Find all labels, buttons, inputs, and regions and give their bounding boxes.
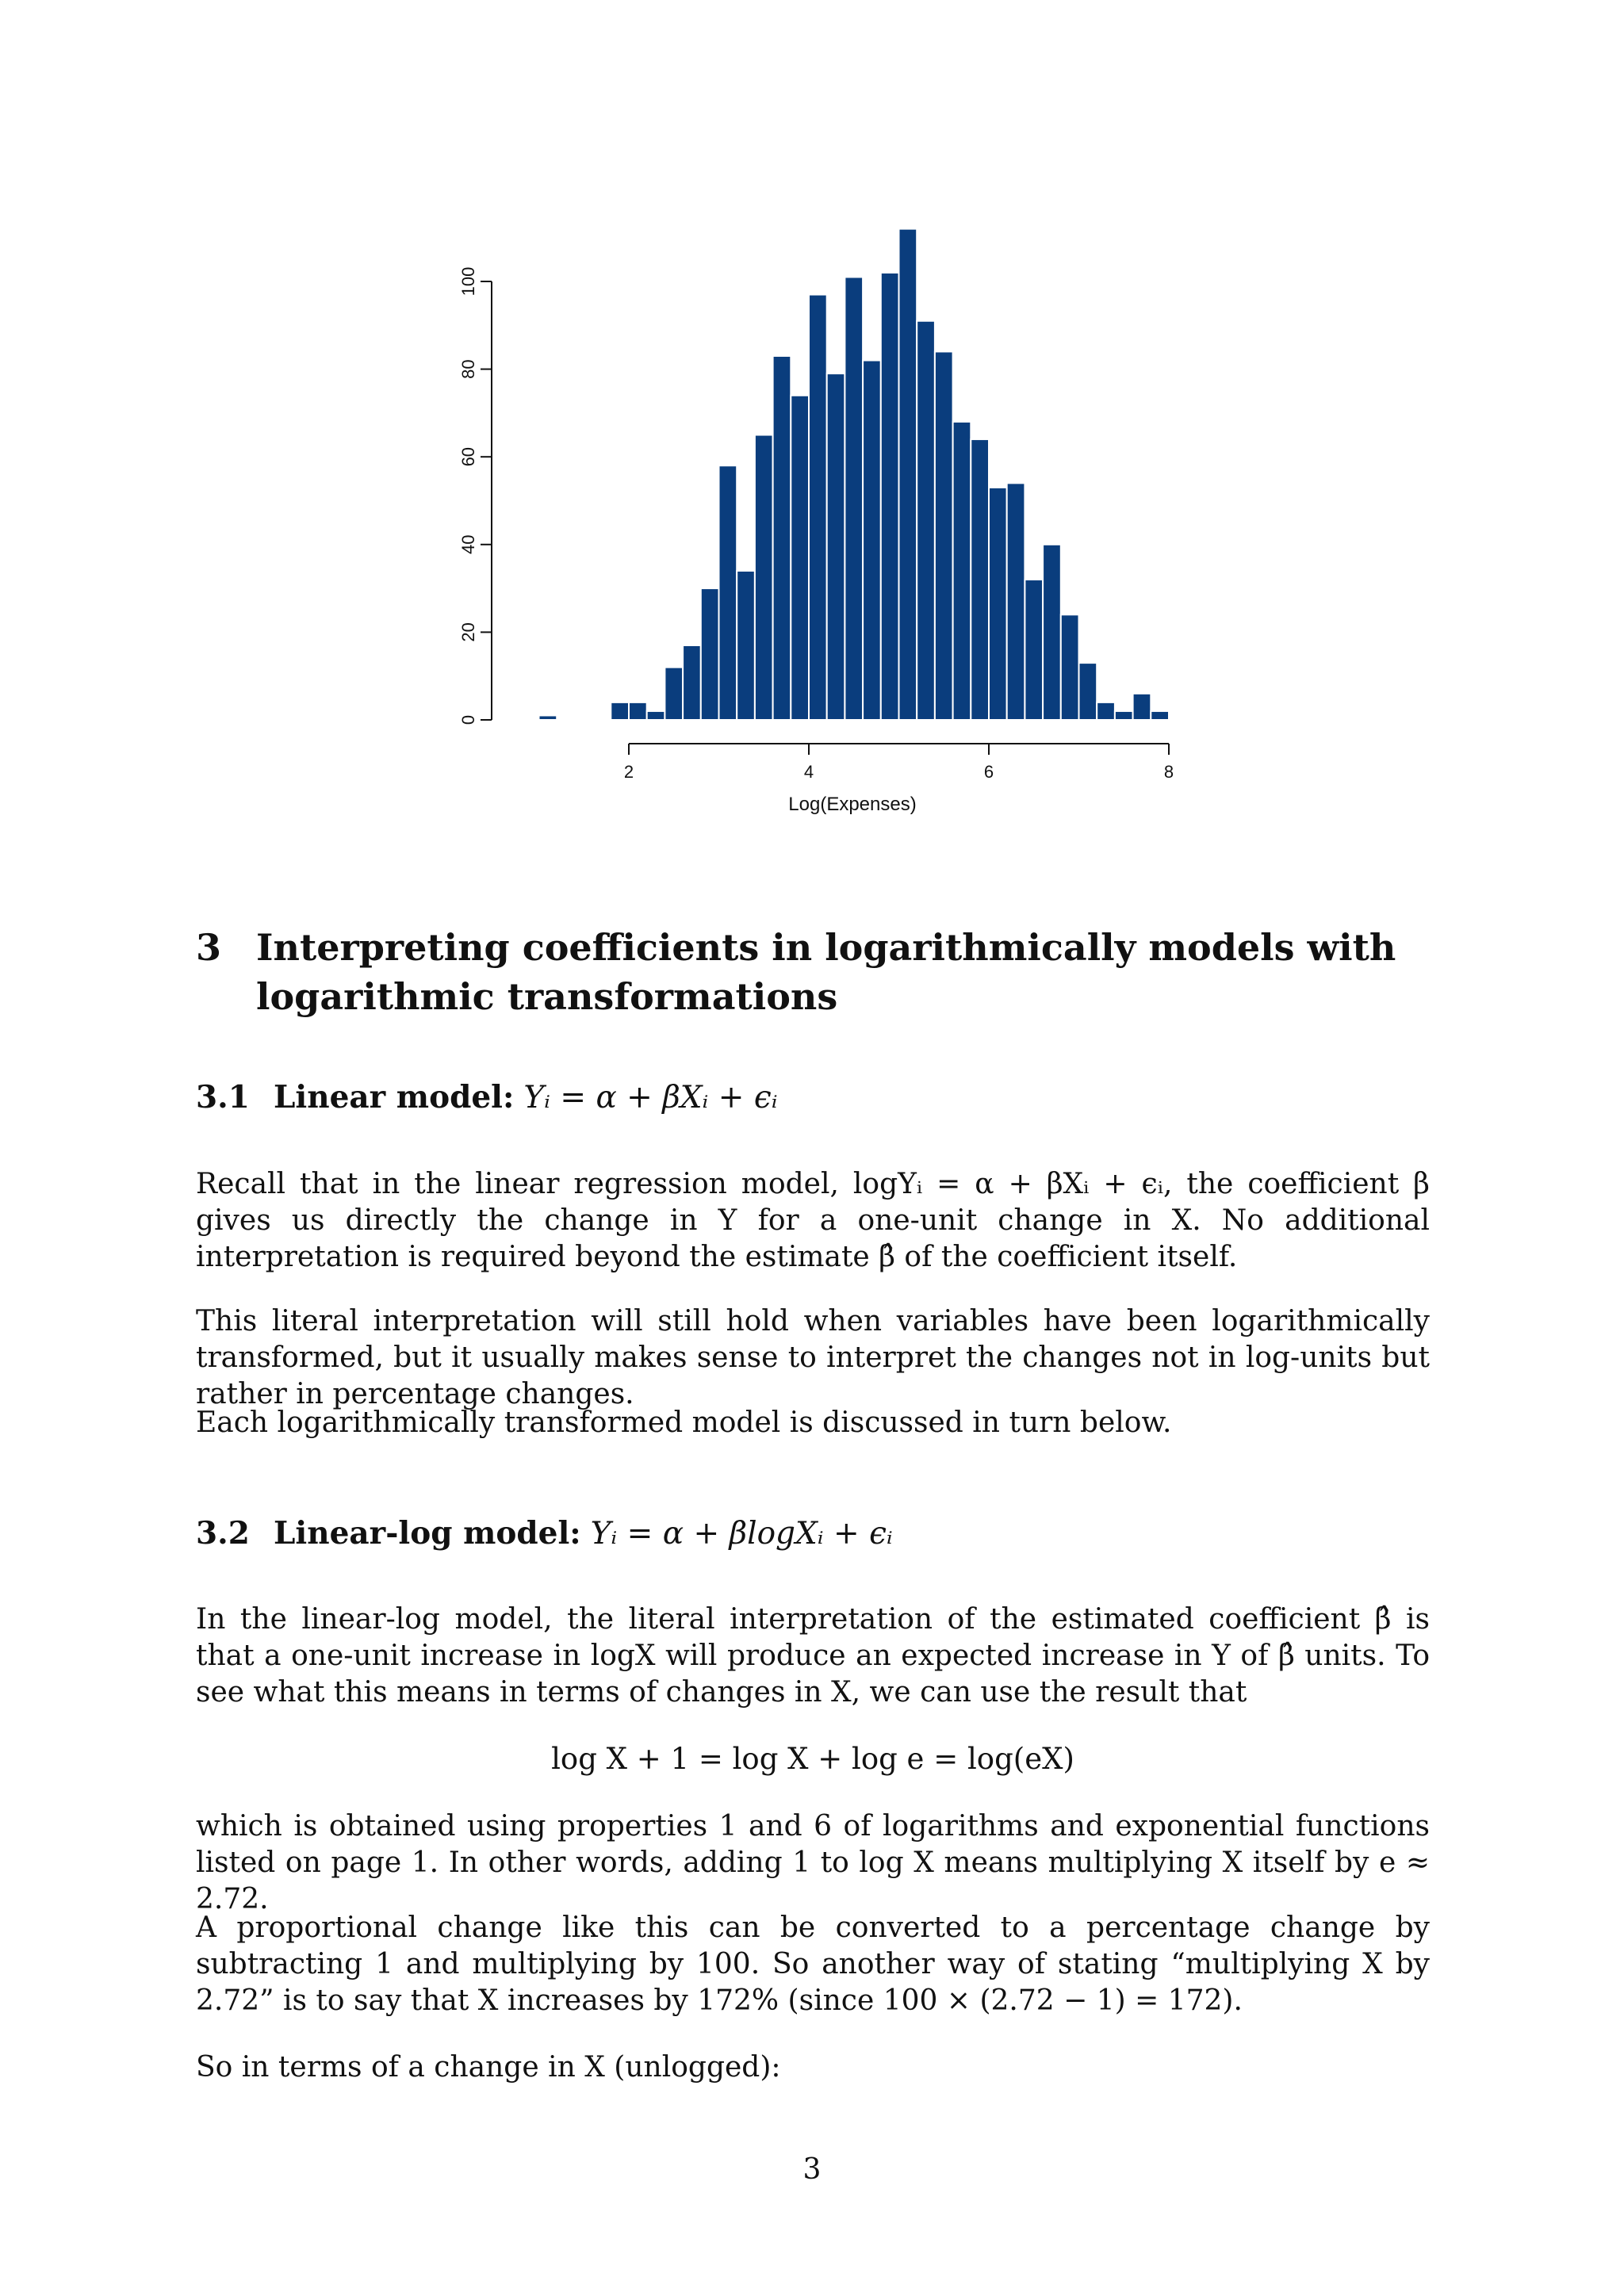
- subsection-formula: Yᵢ = α + βlogXᵢ + ϵᵢ: [590, 1516, 893, 1552]
- paragraph-each-model: Each logarithmically transformed model is discussed in turn below.: [196, 1406, 1172, 1439]
- y-tick-label: 60: [458, 446, 478, 467]
- x-tick-label: 4: [803, 762, 814, 782]
- histogram-bar: [719, 465, 737, 720]
- paragraph-proportional-change: A proportional change like this can be converted to a percentage change by subtracting 1 and multiplying by 100. So another way of stating “multiplying X by 2.72” is to say that X increases by 172% (since 100 × (2.72 − 1) = 172).: [196, 1911, 1430, 2017]
- histogram-bar: [1097, 702, 1115, 720]
- subsection-heading-linear-log: [196, 1513, 893, 1555]
- display-equation: log X + 1 = log X + log e = log(eX): [551, 1742, 1074, 1776]
- paragraph-linear-log: In the linear-log model, the literal interpretation of the estimated coefficient β̂ is that a one-unit increase in logX will produce an expected increase in Y of β̂ units. To see what this means in terms of changes in X, we can use the result that: [196, 1603, 1430, 1709]
- histogram-bar: [1079, 663, 1097, 720]
- histogram-bar: [1061, 614, 1079, 720]
- histogram-bar: [863, 361, 881, 720]
- histogram-bar: [1043, 545, 1061, 720]
- x-tick-label: 8: [1163, 762, 1174, 782]
- y-tick-label: 40: [458, 534, 478, 555]
- histogram-bar: [647, 711, 665, 720]
- subsection-number: 3.1: [196, 1079, 250, 1115]
- histogram-chart: [0, 0, 1624, 840]
- histogram-bar: [989, 488, 1007, 720]
- paragraph-literal-interpretation: This literal interpretation will still hold when variables have been logarithmically transformed, but it usually makes sense to interpret the changes not in log-units but rather in percentage changes.: [196, 1305, 1430, 1410]
- histogram-bar: [917, 321, 935, 720]
- y-tick-label: 80: [458, 359, 478, 379]
- section-heading: [196, 923, 1433, 1021]
- histogram-bar: [845, 277, 863, 720]
- paragraph-linear-recall: Recall that in the linear regression model, logYᵢ = α + βXᵢ + ϵᵢ, the coefficient β gives us directly the change in Y for a one-unit change in X. No additional interpretation is required beyond the estimate β̂ of the coefficient itself.: [196, 1168, 1430, 1273]
- histogram-bar: [539, 715, 557, 720]
- subsection-formula: Yᵢ = α + βXᵢ + ϵᵢ: [523, 1080, 778, 1115]
- histogram-bar: [1115, 711, 1133, 720]
- histogram-bar: [791, 396, 809, 720]
- subsection-number: 3.2: [196, 1515, 250, 1552]
- subsection-label: Linear model:: [274, 1079, 515, 1115]
- histogram-bars: [539, 229, 1170, 720]
- section-title: Interpreting coefficients in logarithmically models with logarithmic transformations: [256, 926, 1396, 1018]
- histogram-bar: [1133, 694, 1151, 720]
- paragraph-properties: which is obtained using properties 1 and 6 of logarithms and exponential functions listed on page 1. In other words, adding 1 to log X means multiplying X itself by e ≈ 2.72.: [196, 1810, 1430, 1915]
- histogram-bar: [737, 571, 755, 720]
- y-tick-label: 0: [458, 714, 478, 725]
- histogram-bar: [827, 373, 845, 720]
- y-tick-label: 20: [458, 622, 478, 642]
- histogram-bar: [773, 356, 791, 720]
- subsection-label: Linear-log model:: [274, 1515, 581, 1552]
- histogram-bar: [665, 668, 683, 720]
- histogram-bar: [899, 229, 917, 720]
- x-axis: [624, 744, 1174, 782]
- paragraph-unlogged: So in terms of a change in X (unlogged):: [196, 2051, 781, 2084]
- x-tick-label: 6: [983, 762, 994, 782]
- histogram-bar: [1025, 580, 1043, 720]
- histogram-bar: [755, 435, 773, 720]
- page-number: 3: [802, 2153, 822, 2186]
- y-axis: [458, 267, 492, 725]
- x-tick-label: 2: [623, 762, 634, 782]
- section-number: 3: [196, 926, 222, 969]
- histogram-bar: [881, 273, 899, 720]
- histogram-bar: [629, 702, 647, 720]
- histogram-bar: [701, 588, 719, 720]
- histogram-bar: [971, 439, 989, 720]
- histogram-bar: [1007, 483, 1025, 720]
- x-axis-title: Log(Expenses): [788, 794, 917, 815]
- histogram-bar: [611, 702, 629, 720]
- histogram-bar: [1151, 711, 1169, 720]
- subsection-heading-linear: [196, 1077, 778, 1119]
- y-tick-label: 100: [458, 266, 478, 297]
- histogram-bar: [953, 422, 971, 720]
- histogram-bar: [683, 645, 701, 720]
- histogram-bar: [935, 351, 953, 720]
- histogram-bar: [809, 295, 827, 720]
